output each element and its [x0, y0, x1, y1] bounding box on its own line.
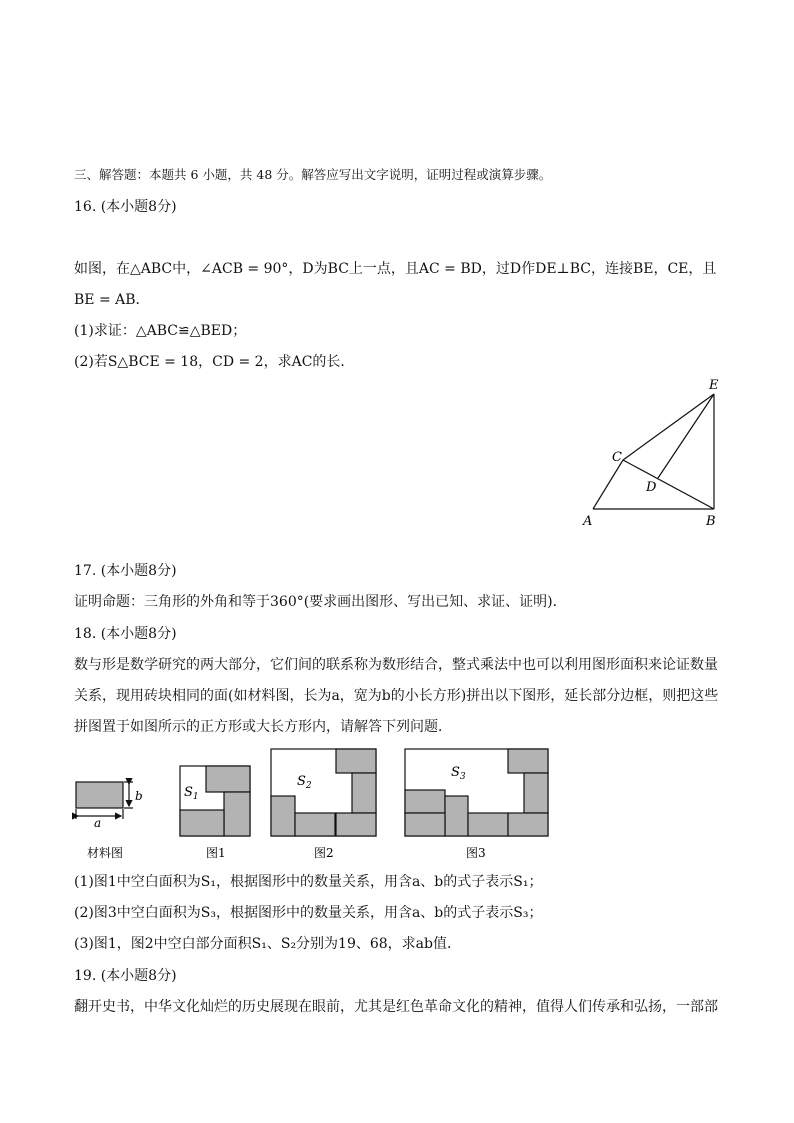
q16-stem-line1: 如图，在△ABC中，∠ACB = 90°，D为BC上一点，且AC = BD，过D作DE⊥BC，连接BE，CE，且 [74, 261, 717, 277]
label-E: E [709, 378, 719, 393]
label-D: D [646, 480, 657, 495]
segment-AE [593, 460, 623, 509]
q16-part2: (2)若S△BCE = 18，CD = 2，求AC的长． [74, 354, 355, 370]
label-s3: $S_3$ [451, 765, 466, 782]
q18-stem-line1: 数与形是数学研究的两大部分，它们间的联系称为数形结合，整式乘法中也可以利用图形面积来论证数量 [74, 657, 718, 673]
caption-fig3: 图3 [466, 846, 486, 860]
q18-part2: (2)图3中空白面积为S₃，根据图形中的数量关系，用含a、b的式子表示S₃； [74, 905, 543, 921]
q16-part1: (1)求证：△ABC≌△BED； [74, 323, 247, 339]
q18-stem-line3: 拼图置于如图所示的正方形或大长方形内，请解答下列问题． [74, 719, 452, 735]
q17-stem: 证明命题：三角形的外角和等于360°(要求画出图形、写出已知、求证、证明)． [74, 594, 567, 610]
q16-title: 16. (本小题8分) [74, 199, 177, 215]
label-a: a [94, 816, 102, 830]
label-s2: $S_2$ [297, 774, 312, 791]
q18-stem-line2: 关系，现用砖块相同的面(如材料图，长为a，宽为b的小长方形)拼出以下图形，延长部分边框，则把这些 [74, 688, 719, 704]
figure-2 [271, 749, 376, 836]
q19-stem-line1: 翻开史书，中华文化灿烂的历史展现在眼前，尤其是红色革命文化的精神，值得人们传承和弘扬，一部部 [74, 999, 718, 1015]
q16-stem-line2: BE = AB． [74, 292, 150, 308]
label-C: C [612, 450, 622, 465]
section-header: 三、解答题：本题共 6 小题，共 48 分。解答应写出文字说明，证明过程或演算步骤。 [74, 167, 552, 182]
label-b: b [135, 789, 143, 803]
q18-part1: (1)图1中空白面积为S₁，根据图形中的数量关系，用含a、b的式子表示S₁； [74, 874, 543, 890]
caption-fig2: 图2 [314, 846, 334, 860]
caption-material: 材料图 [87, 846, 124, 860]
q17-title: 17. (本小题8分) [74, 563, 177, 579]
q19-title: 19. (本小题8分) [74, 968, 177, 984]
material-tile [76, 782, 133, 819]
q18-part3: (3)图1，图2中空白部分面积S₁、S₂分别为19、68，求ab值． [74, 936, 461, 952]
q18-title: 18. (本小题8分) [74, 626, 177, 642]
figure-1 [180, 766, 250, 836]
q18-figures [60, 745, 560, 865]
segment-CE [623, 394, 714, 460]
label-A: A [583, 514, 593, 529]
figure-3 [405, 749, 548, 836]
caption-fig1: 图1 [206, 846, 226, 860]
label-B: B [706, 514, 716, 529]
segment-CB [623, 460, 714, 509]
segment-DE [658, 394, 714, 478]
label-s1: $S_1$ [184, 785, 199, 802]
q16-triangle-figure [578, 372, 728, 532]
